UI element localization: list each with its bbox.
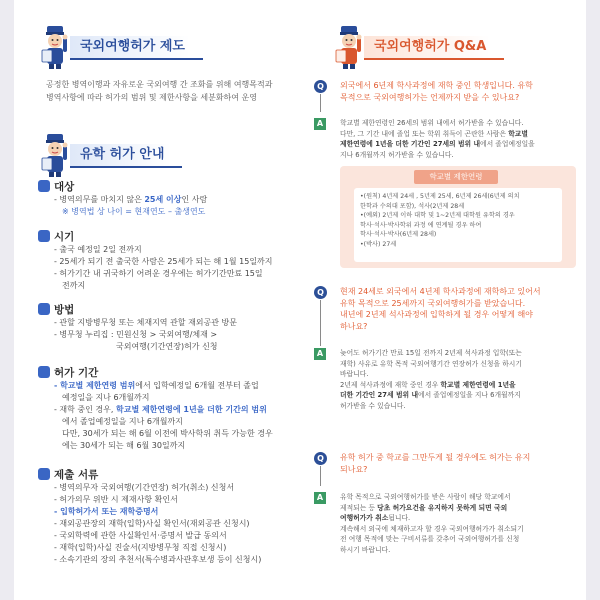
section-title: 시기 bbox=[54, 230, 75, 243]
question-line: 하나요? bbox=[340, 321, 368, 331]
question-line: 현재 24세로 외국에서 4년제 학사과정에 재학하고 있어서 bbox=[340, 287, 541, 296]
text: - 병역의무를 마치지 않은 bbox=[54, 195, 145, 204]
section-target bbox=[38, 178, 308, 218]
answer-line: 계속해서 외국에 체재하고자 할 경우 국외여행허가가 취소되기 bbox=[340, 524, 524, 533]
text: 국외여행(기간연장)허가 신청 bbox=[116, 342, 218, 351]
answer-bold: 제한연령에 1년을 더한 기간인 27세의 범위 내 bbox=[340, 140, 481, 148]
intro-line: 병역사항에 따라 허가의 범위 및 제한사항을 세분화하여 운영 bbox=[46, 93, 257, 102]
answer-line: 전 여행 목적에 맞는 구비서류를 갖추어 국외여행허가를 신청 bbox=[340, 535, 520, 543]
answer-bold: 당초 허가요건을 유지하지 못하게 되면 국외 bbox=[377, 503, 508, 512]
question-badge: Q bbox=[314, 80, 327, 93]
header-system bbox=[38, 24, 308, 68]
section-docs bbox=[38, 466, 308, 566]
section-title: 대상 bbox=[54, 180, 75, 193]
section-bullet-icon bbox=[38, 230, 50, 242]
answer-badge: A bbox=[314, 118, 326, 130]
section-method bbox=[38, 301, 308, 353]
soldier-mascot-icon bbox=[38, 24, 72, 70]
question-line: 되나요? bbox=[340, 464, 368, 474]
highlight-text: 학교별 제한연령에 1년을 더한 기간의 범위 bbox=[115, 405, 267, 414]
section-title: 제출 서류 bbox=[54, 468, 99, 481]
question-line: 외국에서 6년제 학사과정에 재학 중인 학생입니다. 유학 bbox=[340, 81, 533, 90]
section-title: 방법 bbox=[54, 303, 75, 316]
answer-line: 됩니다. bbox=[388, 514, 411, 522]
table-row: •(예외) 2년제 이하 대학 및 1~2년제 대학원 유학의 경우 bbox=[360, 212, 515, 219]
text: - 출국 예정일 2일 전까지 bbox=[54, 245, 142, 254]
answer-bold: 더한 기간인 27세 범위 내 bbox=[340, 391, 419, 399]
text: 에는 30세가 되는 해 6월 30일까지 bbox=[62, 441, 186, 450]
answer-line: 학교별 제한연령인 26세의 범위 내에서 허가받을 수 있습니다. bbox=[340, 119, 524, 127]
answer-line: 허가받을 수 있습니다. bbox=[340, 401, 406, 410]
section-bullet-icon bbox=[38, 180, 50, 192]
answer-line: 제적되는 등 bbox=[340, 503, 378, 512]
table-row: 한학과 수의대 포함), 석사(2년제 28세 bbox=[360, 202, 465, 210]
answer-badge: A bbox=[314, 492, 326, 504]
section-period bbox=[38, 228, 308, 292]
text: - 25세가 되기 전 출국한 사람은 25세가 되는 해 1월 15일까지 bbox=[54, 257, 273, 266]
highlight-text: - 학교별 제한연령 범위 bbox=[54, 381, 136, 390]
age-limit-table bbox=[340, 166, 576, 268]
connector-line bbox=[320, 94, 321, 112]
answer-bold: 학교별 제한연령에 1년을 bbox=[440, 380, 516, 389]
table-row: 학사·석사·박사학위 과정 에 연계될 경우 하여 bbox=[360, 221, 482, 229]
text: - 관할 지방병무청 또는 체재지역 관할 재외공관 방문 bbox=[54, 318, 237, 327]
answer-line: 다만, 그 기간 내에 졸업 또는 학위 취득이 곤란한 사람은 bbox=[340, 129, 509, 138]
section-bullet-icon bbox=[38, 468, 50, 480]
highlight-text: 25세 이상 bbox=[144, 195, 182, 204]
soldier-mascot-icon bbox=[38, 132, 72, 178]
answer-line: 2년제 석사과정에 재학 중인 경우 bbox=[340, 380, 441, 389]
connector-line bbox=[320, 466, 321, 486]
question-badge: Q bbox=[314, 452, 327, 465]
text: 예정일을 지나 6개월까지 bbox=[62, 393, 150, 402]
section-header-title: 국외여행허가 제도 bbox=[70, 36, 203, 60]
text: - 허가의무 위반 시 제재사항 확인서 bbox=[54, 495, 178, 504]
text: - 재학(입학)사실 진술서(지방병무청 직접 신청시) bbox=[54, 543, 227, 552]
text: 전까지 bbox=[62, 281, 86, 290]
text: 에서 입학예정일 6개월 전부터 졸업 bbox=[135, 381, 259, 390]
highlight-text: - 입학허가서 또는 재학증명서 bbox=[54, 507, 159, 516]
question-line: 유학 허가 중 학교를 그만두게 될 경우에도 허가는 유지 bbox=[340, 453, 531, 462]
question-line: 내년에 2년제 석사과정에 입학하게 될 경우 어떻게 해야 bbox=[340, 310, 533, 319]
header-qa bbox=[332, 24, 582, 68]
question-line: 목적으로 국외여행허가는 언제까지 받을 수 있나요? bbox=[340, 92, 520, 102]
page bbox=[14, 0, 586, 600]
answer-line: 유학 목적으로 국외여행허가를 받은 사람이 해당 학교에서 bbox=[340, 493, 511, 501]
table-row: •(박사) 27세 bbox=[360, 240, 397, 248]
text: - 국외학력에 관한 사실확인서·증명서 발급 동의서 bbox=[54, 531, 227, 540]
text: 인 사람 bbox=[181, 195, 208, 204]
text: - 재학 중인 경우, bbox=[54, 405, 116, 414]
answer-line: 바랍니다. bbox=[340, 370, 369, 378]
soldier-mascot-icon bbox=[332, 24, 366, 70]
table-row: •(원칙) 4년제 24세 , 5년제 25세, 6년제 26세(6년제 의치 bbox=[360, 193, 520, 200]
answer-line: 하시기 바랍니다. bbox=[340, 545, 391, 554]
text: 다만, 30세가 되는 해 6월 이전에 박사학위 취득 가능한 경우 bbox=[62, 429, 273, 438]
question-line: 유학 목적으로 25세까지 국외여행허가를 받았습니다. bbox=[340, 298, 526, 308]
text: - 허가기간 내 귀국하기 어려운 경우에는 허가기간만료 15일 bbox=[54, 269, 263, 278]
text: - 병무청 누리집 : 민원신청 > 국외여행/체재 > bbox=[54, 330, 218, 339]
header-study bbox=[38, 132, 308, 176]
section-scope bbox=[38, 364, 308, 452]
intro-text bbox=[46, 78, 308, 104]
section-bullet-icon bbox=[38, 366, 50, 378]
section-title: 허가 기간 bbox=[54, 366, 99, 379]
text: - 병역의무자 국외여행(기간연장) 허가(취소) 신청서 bbox=[54, 483, 235, 492]
answer-line: 늦어도 허가기간 만료 15일 전까지 2년제 석사과정 입학(또는 bbox=[340, 349, 522, 357]
note-text: ※ 병역법 상 나이 = 현재연도 – 출생연도 bbox=[62, 207, 206, 216]
answer-line: 재학) 사유로 유학 목적 국외여행기간 연장허가 신청을 하시기 bbox=[340, 359, 522, 368]
question-badge: Q bbox=[314, 286, 327, 299]
section-bullet-icon bbox=[38, 303, 50, 315]
section-header-title: 유학 허가 안내 bbox=[70, 144, 182, 168]
text: - 소속기관의 장의 추천서(특수병과사관후보생 등이 신청시) bbox=[54, 555, 262, 564]
text: - 재외공관장의 재학(입학)사실 확인서(재외공관 신청시) bbox=[54, 519, 250, 528]
intro-line: 공정한 병역이행과 자유로운 국외여행 간 조화를 위해 여행목적과 bbox=[46, 80, 273, 89]
connector-line bbox=[320, 300, 321, 346]
answer-line: 에서 졸업예정일을 bbox=[480, 140, 535, 148]
answer-badge: A bbox=[314, 348, 326, 360]
answer-line: 지나 6개월까지 허가받을 수 있습니다. bbox=[340, 150, 454, 159]
text: 에서 졸업예정일을 지나 6개월까지 bbox=[62, 417, 183, 426]
table-label: 학교별 제한연령 bbox=[414, 170, 498, 184]
answer-bold: 학교별 bbox=[508, 129, 528, 138]
answer-bold: 여행허가가 취소 bbox=[340, 514, 389, 522]
answer-line: 에서 졸업예정일을 지나 6개월까지 bbox=[418, 391, 521, 399]
section-header-title: 국외여행허가 Q&A bbox=[364, 36, 504, 60]
table-row: 학사·석사·박사(6년제 28세) bbox=[360, 231, 437, 238]
